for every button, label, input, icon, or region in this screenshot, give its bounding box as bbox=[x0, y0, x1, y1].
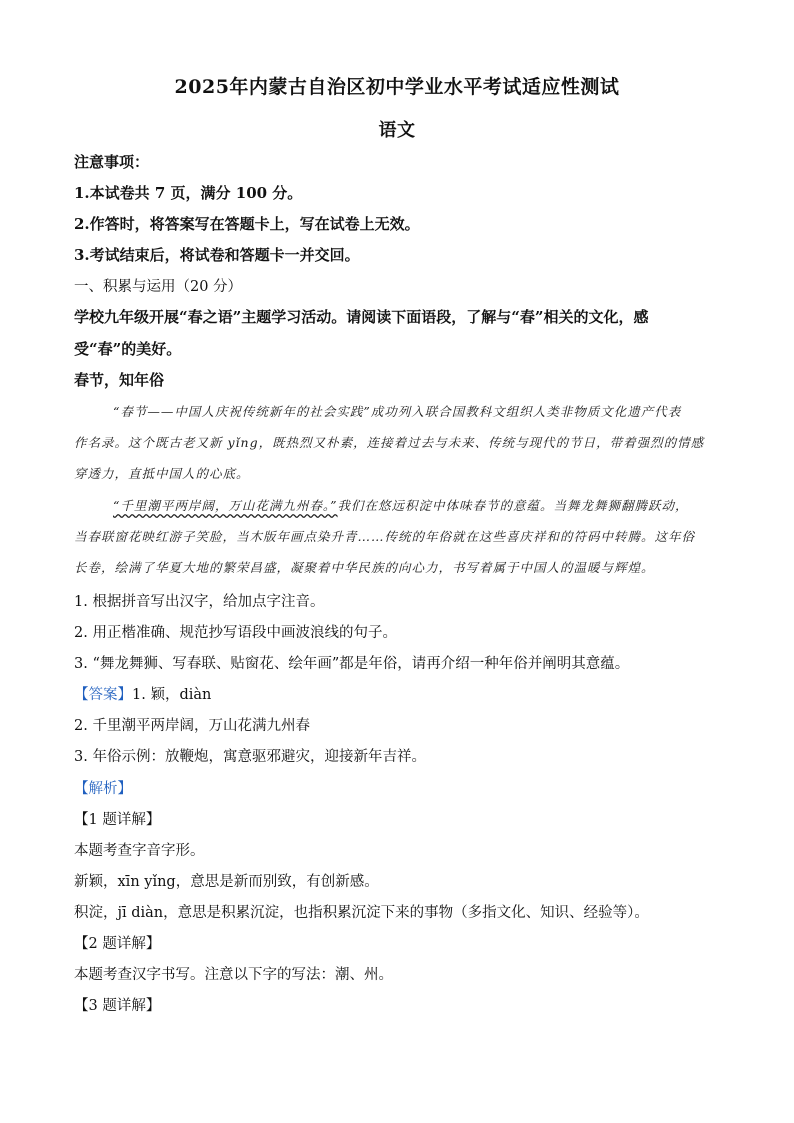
section-intro-line-2: 受“春”的美好。 bbox=[74, 340, 182, 358]
detail-1-line-1: 本题考查字音字形。 bbox=[74, 843, 205, 859]
answer-2: 2. 千里潮平两岸阔，万山花满九州春 bbox=[74, 718, 310, 734]
passage-p2-line-3: 长卷，绘满了华夏大地的繁荣昌盛，凝聚着中华民族的向心力，书写着属于中国人的温暖与辉煌。 bbox=[74, 560, 655, 575]
notice-heading: 注意事项： bbox=[74, 153, 150, 171]
section-heading: 一、积累与运用（20 分） bbox=[74, 279, 243, 295]
passage-p1-line-2: 作名录。这个既古老又新 yǐng，既热烈又朴素，连接着过去与未来、传统与现代的节日，带着强烈的情感 bbox=[74, 435, 705, 450]
notice-item-2: 2.作答时，将答案写在答题卡上，写在试卷上无效。 bbox=[74, 215, 420, 233]
detail-1-heading: 【1 题详解】 bbox=[74, 812, 161, 828]
passage-p1-line-3: 穿透力，直抵中国人的心底。 bbox=[74, 466, 250, 481]
passage-p2-line-2: 当春联窗花映红游子笑脸，当木版年画点染升青……传统的年俗就在这些喜庆祥和的符码中转腾。这年俗 bbox=[74, 529, 696, 544]
answer-3: 3. 年俗示例：放鞭炮，寓意驱邪避灾，迎接新年吉祥。 bbox=[74, 749, 426, 765]
detail-3-heading: 【3 题详解】 bbox=[74, 998, 161, 1014]
notice-item-1: 1.本试卷共 7 页，满分 100 分。 bbox=[74, 184, 303, 202]
answer-1: 1. 颖，diàn bbox=[132, 687, 212, 703]
section-intro-line-1: 学校九年级开展“春之语”主题学习活动。请阅读下面语段，了解与“春”相关的文化，感 bbox=[74, 308, 649, 326]
answer-tag: 【答案】 bbox=[74, 687, 132, 703]
answer-line-1 bbox=[74, 683, 724, 704]
wavy-underlined-sentence: “千里潮平两岸阔，万山花满九州春。” bbox=[113, 498, 338, 513]
passage-p2-line-1-rest: 我们在悠远积淀中体味春节的意蕴。当舞龙舞狮翻腾跃动， bbox=[337, 498, 689, 513]
notice-item-3: 3.考试结束后，将试卷和答题卡一并交回。 bbox=[74, 246, 360, 264]
detail-2-heading: 【2 题详解】 bbox=[74, 936, 161, 952]
passage-p2-line-1 bbox=[113, 496, 689, 514]
subject-title: 语文 bbox=[378, 120, 416, 141]
detail-1-line-3: 积淀，jī diàn，意思是积累沉淀，也指积累沉淀下来的事物（多指文化、知识、经验等）。 bbox=[74, 905, 649, 921]
exam-title: 2025年内蒙古自治区初中学业水平考试适应性测试 bbox=[174, 76, 620, 98]
detail-2-line-1: 本题考查汉字书写。注意以下字的写法：潮、州。 bbox=[74, 967, 393, 983]
detail-1-line-2: 新颖，xīn yǐng，意思是新而别致，有创新感。 bbox=[74, 874, 379, 890]
question-1: 1. 根据拼音写出汉字，给加点字注音。 bbox=[74, 594, 325, 610]
question-2: 2. 用正楷准确、规范抄写语段中画波浪线的句子。 bbox=[74, 625, 397, 641]
passage-title: 春节，知年俗 bbox=[74, 371, 165, 389]
analysis-tag: 【解析】 bbox=[74, 781, 132, 797]
passage-p1-line-1: “春节——中国人庆祝传统新年的社会实践”成功列入联合国教科文组织人类非物质文化遗产代表 bbox=[113, 404, 682, 419]
question-3: 3. “舞龙舞狮、写春联、贴窗花、绘年画”都是年俗，请再介绍一种年俗并阐明其意蕴。 bbox=[74, 656, 630, 672]
